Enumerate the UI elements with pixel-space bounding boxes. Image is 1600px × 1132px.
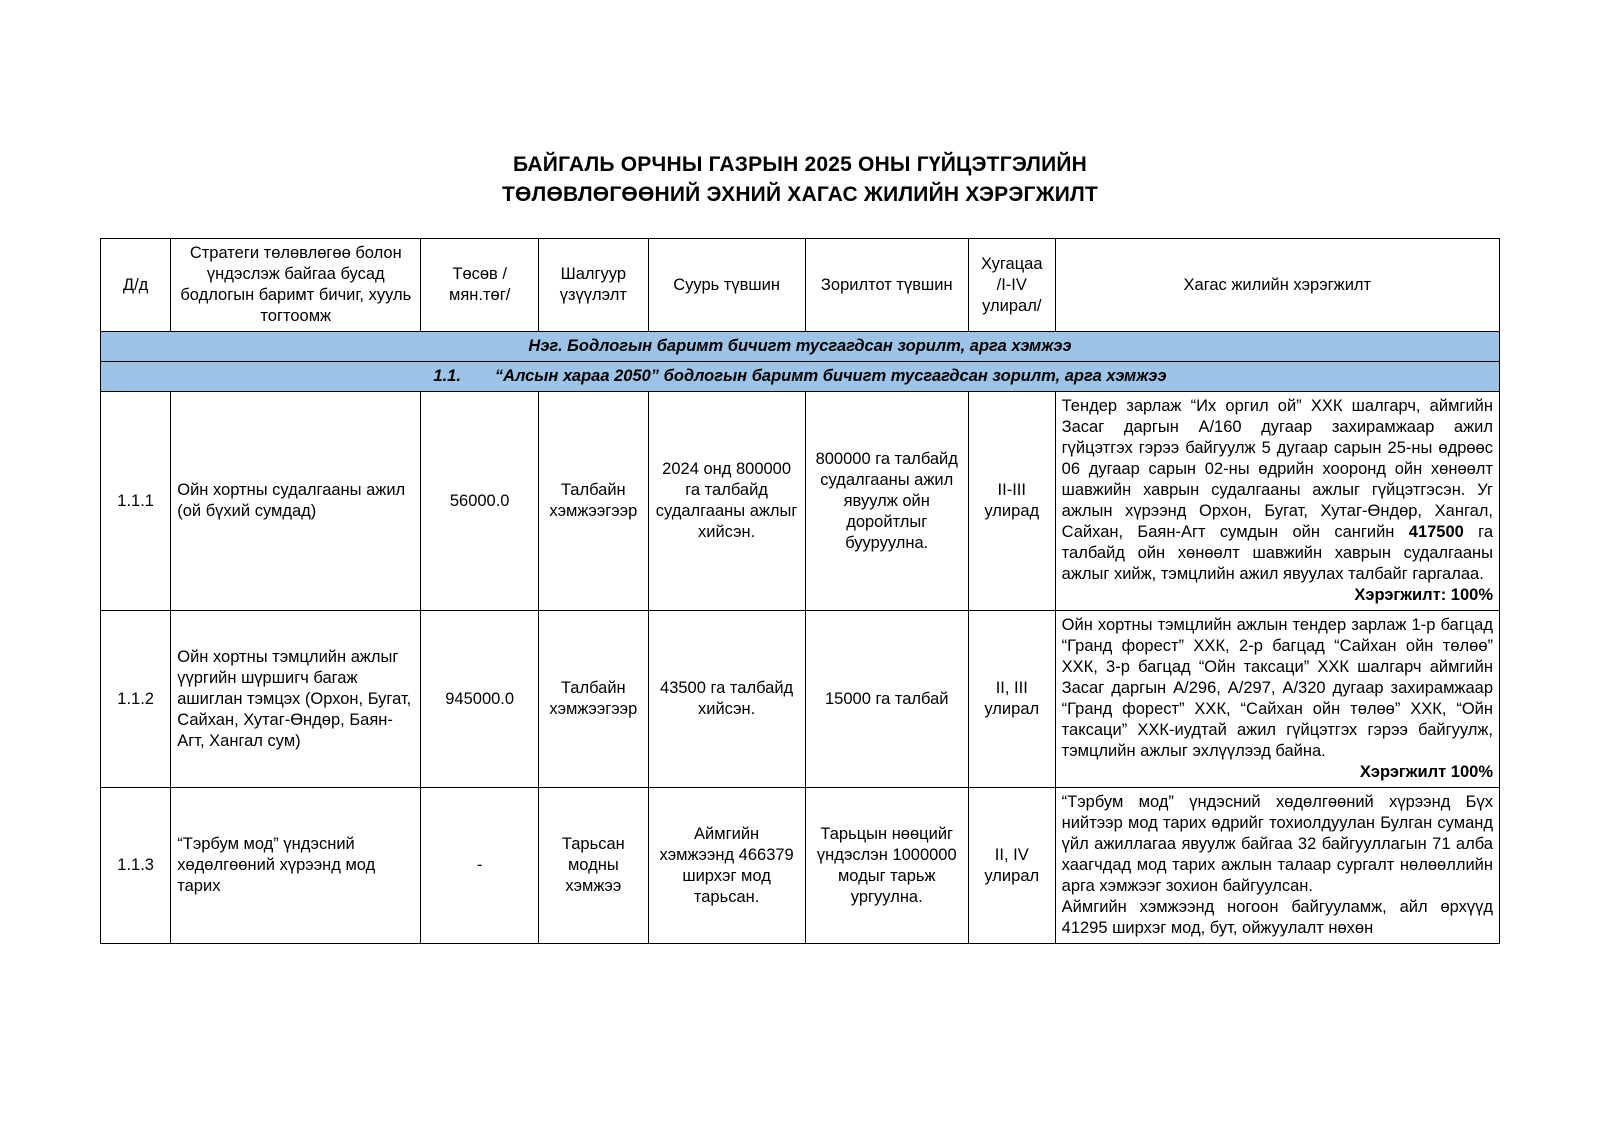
section-band-2-text: “Алсын хараа 2050” бодлогын баримт бичигт тусгагдсан зорилт, арга хэмжээ [494, 367, 1167, 385]
row-indicator: Тарьсан модны хэмжээ [539, 788, 649, 944]
section-band-row-1 [101, 332, 1500, 362]
row-budget: 945000.0 [421, 611, 539, 788]
row-strategy: Ойн хортны судалгааны ажил (ой бүхий сумдад) [171, 392, 421, 611]
row-indicator: Талбайн хэмжээгээр [539, 611, 649, 788]
section-band-2-number: 1.1. [433, 367, 461, 385]
header-indicator: Шалгуур үзүүлэлт [539, 239, 649, 332]
page-title [0, 0, 1600, 210]
row-period: II, III улирал [968, 611, 1055, 788]
section-band-row-2 [101, 362, 1500, 392]
table-row [101, 611, 1500, 788]
header-dd: Д/д [101, 239, 171, 332]
row-target-level: 15000 га талбай [805, 611, 968, 788]
table-header-row [101, 239, 1500, 332]
row-base-level: 43500 га талбайд хийсэн. [648, 611, 805, 788]
table-row [101, 788, 1500, 944]
row-indicator: Талбайн хэмжээгээр [539, 392, 649, 611]
row-execution-paragraph [1062, 396, 1493, 585]
row-dd: 1.1.3 [101, 788, 171, 944]
row-target-level: Тарьцын нөөцийг үндэслэн 1000000 модыг тарьж ургуулна. [805, 788, 968, 944]
table-row [101, 392, 1500, 611]
header-execution: Хагас жилийн хэрэгжилт [1055, 239, 1499, 332]
row-execution-note: Хэрэгжилт: 100% [1354, 586, 1493, 604]
row-strategy: “Тэрбум мод” үндэсний хөдөлгөөний хүрээнд мод тарих [171, 788, 421, 944]
header-strategy: Стратеги төлөвлөгөө болон үндэслэж байгаа бусад бодлогын баримт бичиг, хууль тогтоомж [171, 239, 421, 332]
page-title-line1: БАЙГАЛЬ ОРЧНЫ ГАЗРЫН 2025 ОНЫ ГҮЙЦЭТГЭЛИЙН [512, 153, 1088, 176]
row-base-level: 2024 онд 800000 га талбайд судалгааны ажлыг хийсэн. [648, 392, 805, 611]
row-execution-text-b: га талбайд ойн хөнөөлт шавжийн хаврын судалгааны ажлыг хийж, тэмцлийн ажил явуулах талбайг гаргалаа. [1061, 523, 1493, 583]
row-budget: - [421, 788, 539, 944]
page-title-line2: ТӨЛӨВЛӨГӨӨНИЙ ЭХНИЙ ХАГАС ЖИЛИЙН ХЭРЭГЖИЛТ [501, 183, 1099, 206]
row-dd: 1.1.1 [101, 392, 171, 611]
section-band-1: Нэг. Бодлогын баримт бичигт тусгагдсан зорилт, арга хэмжээ [101, 332, 1500, 362]
row-dd: 1.1.2 [101, 611, 171, 788]
section-band-2 [101, 362, 1500, 392]
row-execution-note: Хэрэгжилт 100% [1359, 763, 1493, 781]
row-strategy: Ойн хортны тэмцлийн ажлыг үүргийн шүршигч багаж ашиглан тэмцэх (Орхон, Бугат, Сайхан, Хутаг-Өндөр, Баян-Агт, Хангал сум) [171, 611, 421, 788]
row-execution-highlight: 417500 [1408, 523, 1464, 541]
row-execution-text-a: Ойн хортны тэмцлийн ажлын тендер зарлаж 1-р багцад “Гранд форест” ХХК, 2-р багцад “Сайхан ойн төлөө” ХХК, 3-р багцад “Ойн таксаци” ХХК шалгарч аймгийн Засаг даргын А/296, А/297, А/320 дугаар захирамжаар “Гранд форест” ХХК, “Сайхан ойн төлөө” ХХК, “Ойн таксаци” ХХК-иудтай ажил гүйцэтгэх гэрээ байгуулж, тэмцлийн ажлыг эхлүүлээд байна. [1061, 616, 1493, 760]
header-target-level: Зорилтот түвшин [805, 239, 968, 332]
row-execution-paragraph-2: Аймгийн хэмжээнд ногоон байгууламж, айл өрхүүд 41295 ширхэг мод, бут, ойжуулалт нөхөн [1061, 898, 1493, 937]
row-execution-paragraph [1062, 615, 1493, 762]
header-budget: Төсөв /мян.төг/ [421, 239, 539, 332]
row-budget: 56000.0 [421, 392, 539, 611]
row-base-level: Аймгийн хэмжээнд 466379 ширхэг мод тарьсан. [648, 788, 805, 944]
row-execution [1055, 392, 1499, 611]
row-period: II-III улирад [968, 392, 1055, 611]
header-period: Хугацаа /I-IV улирал/ [968, 239, 1055, 332]
row-target-level: 800000 га талбайд судалгааны ажил явуулж ойн доройтлыг бууруулна. [805, 392, 968, 611]
row-execution [1055, 788, 1499, 944]
header-base-level: Суурь түвшин [648, 239, 805, 332]
row-period: II, IV улирал [968, 788, 1055, 944]
row-execution [1055, 611, 1499, 788]
row-execution-paragraph: “Тэрбум мод” үндэсний хөдөлгөөний хүрээнд Бүх нийтээр мод тарих өдрийг тохиолдуулан Булган суманд үйл ажиллагаа явуулж байгаа 32 байгууллагын 71 алба хаагчдад мод тарих ажлын талаар сургалт нөлөөллийн арга хэмжээг зохион байгуулсан. [1061, 793, 1493, 895]
row-execution-text-a: Тендер зарлаж “Их оргил ой” ХХК шалгарч, аймгийн Засаг даргын А/160 дугаар захирамжаар ажил гүйцэтгэх гэрээ байгуулж 5 дугаар сарын 25-ны өдрөөс 06 дугаар сарын 02-ны өдрийн хооронд ойн хөнөөлт шавжийн хаврын судалгааны ажлыг гүйцэтгэсэн. Уг ажлын хүрээнд Орхон, Бугат, Хутаг-Өндөр, Хангал, Сайхан, Баян-Агт сумдын ойн сангийн [1061, 397, 1493, 541]
performance-table [100, 238, 1500, 944]
